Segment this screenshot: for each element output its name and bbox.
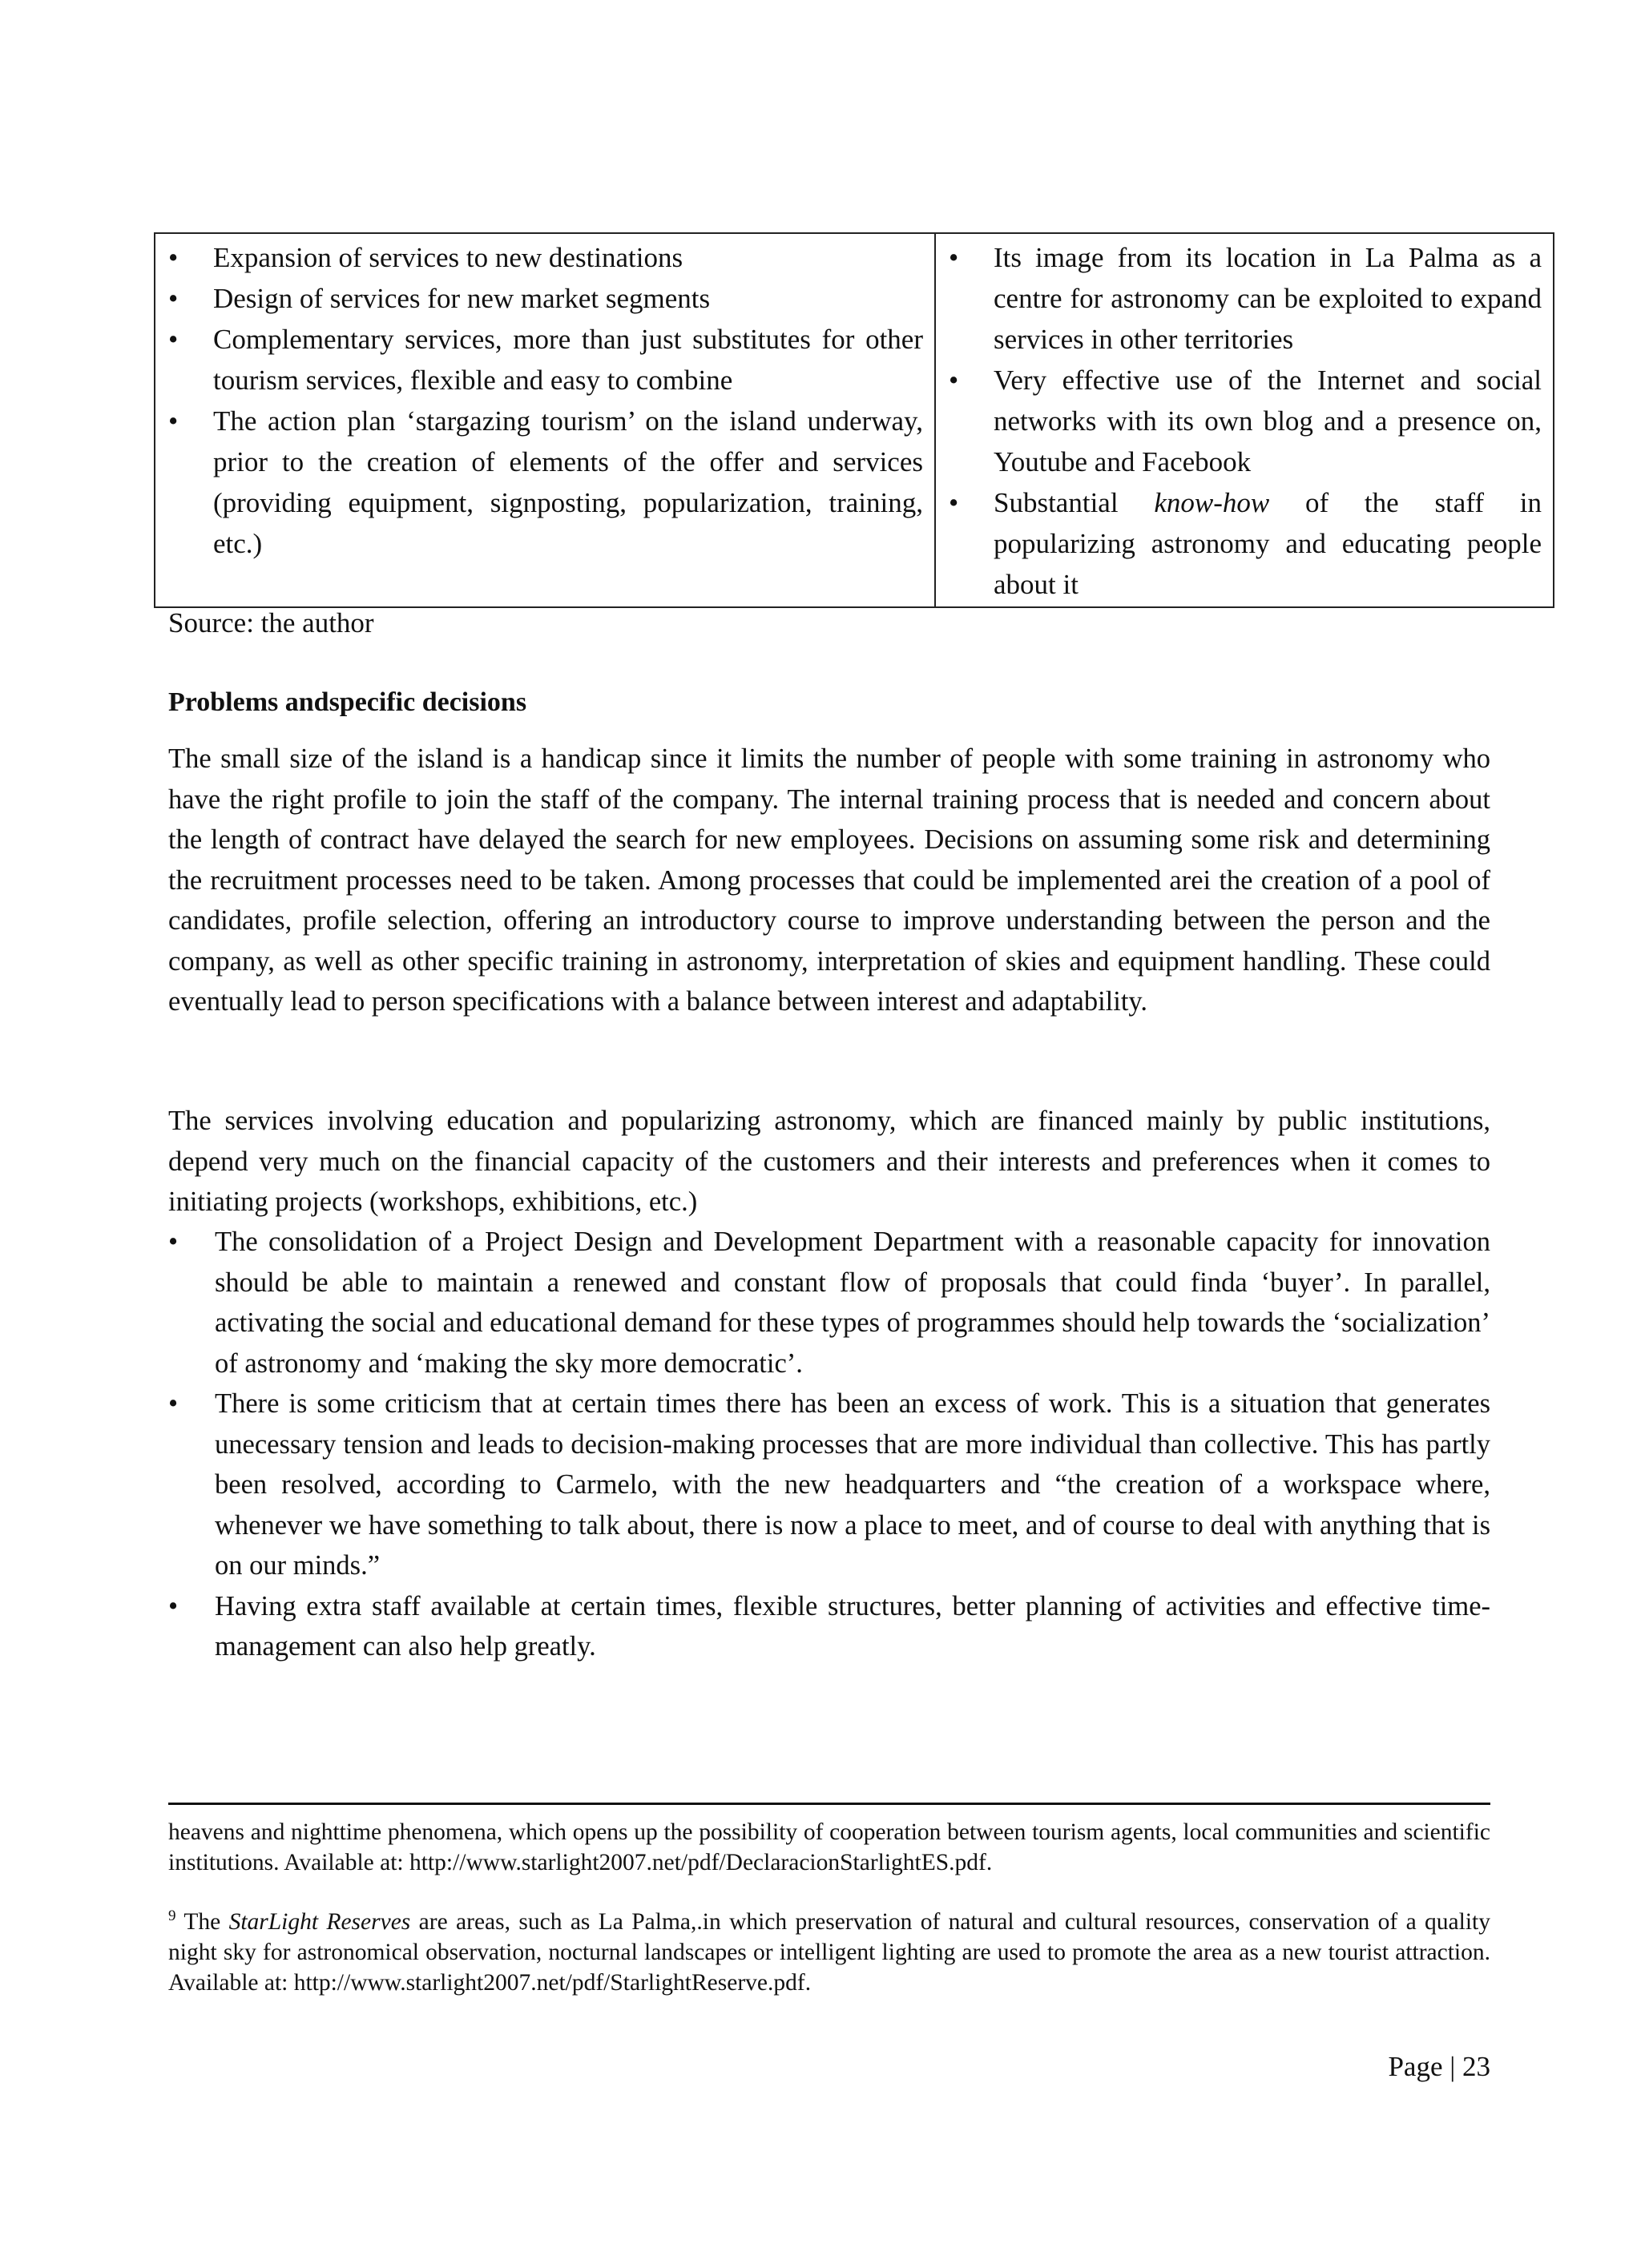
analysis-table xyxy=(154,232,1554,608)
italic-term: StarLight Reserves xyxy=(228,1909,411,1935)
footnote-number: 9 xyxy=(168,1907,176,1925)
table-cell-right xyxy=(935,233,1554,607)
text-segment: The xyxy=(175,1909,229,1935)
text-segment: Substantial xyxy=(994,487,1155,518)
italic-term: know-how xyxy=(1154,487,1270,518)
table-cell-left xyxy=(155,233,935,607)
decisions-bullet-list xyxy=(168,1222,1490,1667)
list-item: • Very effective use of the Internet and social networks with its own blog and a presence on, Youtube and Facebook xyxy=(947,360,1542,482)
text-segment: are areas, such as La Palma,.in which preservation of natural and cultural resources, conservation of a quality night sky for astronomical observation, nocturnal landscapes or intelligent lighting are used to promote the area as a new tourist attraction. Available at: http://www.starlight2007.net/pdf/StarlightReserve.pdf. xyxy=(168,1909,1490,1996)
list-item: • The action plan ‘stargazing tourism’ on the island underway, prior to the creation of elements of the offer and services (providing equipment, signposting, popularization, training, etc.) xyxy=(167,401,923,564)
section-heading: Problems andspecific decisions xyxy=(168,687,527,717)
footnote-separator xyxy=(168,1803,1490,1805)
table-source-caption: Source: the author xyxy=(168,607,374,639)
list-item: • Complementary services, more than just substitutes for other tourism services, flexible and easy to combine xyxy=(167,319,923,401)
list-item: • Its image from its location in La Palma as a centre for astronomy can be exploited to expand services in other territories xyxy=(947,237,1542,360)
list-item: • Design of services for new market segments xyxy=(167,278,923,319)
body-paragraph: The small size of the island is a handicap since it limits the number of people with some training in astronomy who have the right profile to join the staff of the company. The internal training process that is needed and concern about the length of contract have delayed the search for new employees. Decisions on assuming some risk and determining the recruitment processes need to be taken. Among processes that could be implemented arei the creation of a pool of candidates, profile selection, offering an introductory course to improve understanding between the person and the company, as well as other specific training in astronomy, interpretation of skies and equipment handling. These could eventually lead to person specifications with a balance between interest and adaptability. xyxy=(168,743,1490,1017)
footnote-9 xyxy=(168,1907,1490,1998)
list-item xyxy=(947,482,1542,605)
list-item: • Having extra staff available at certain times, flexible structures, better planning of activities and effective time-management can also help greatly. xyxy=(168,1586,1490,1667)
page-number: Page | 23 xyxy=(1388,2051,1490,2082)
text-segment: of the staff in popularizing astronomy and educating people about it xyxy=(994,487,1542,600)
footnote-continuation: heavens and nighttime phenomena, which opens up the possibility of cooperation between tourism agents, local communities and scientific institutions. Available at: http://www.starlight2007.net/pdf/DeclaracionStarlightES.pdf. xyxy=(168,1819,1490,1875)
list-item: • The consolidation of a Project Design and Development Department with a reasonable capacity for innovation should be able to maintain a renewed and constant flow of proposals that could finda ‘buyer’. In parallel, activating the social and educational demand for these types of programmes should help towards the ‘socialization’ of astronomy and ‘making the sky more democratic’. xyxy=(168,1222,1490,1384)
table-row xyxy=(155,233,1554,607)
list-item: • Expansion of services to new destinations xyxy=(167,237,923,278)
right-cell-list xyxy=(947,237,1542,605)
left-cell-list xyxy=(167,237,923,564)
body-paragraph: The services involving education and popularizing astronomy, which are financed mainly by public institutions, depend very much on the financial capacity of the customers and their interests and preferences when it comes to initiating projects (workshops, exhibitions, etc.) xyxy=(168,1106,1490,1217)
list-item: • There is some criticism that at certain times there has been an excess of work. This is a situation that generates unecessary tension and leads to decision-making processes that are more individual than collective. This has partly been resolved, according to Carmelo, with the new headquarters and “the creation of a workspace where, whenever we have something to talk about, there is now a place to meet, and of course to deal with anything that is on our minds.” xyxy=(168,1384,1490,1586)
